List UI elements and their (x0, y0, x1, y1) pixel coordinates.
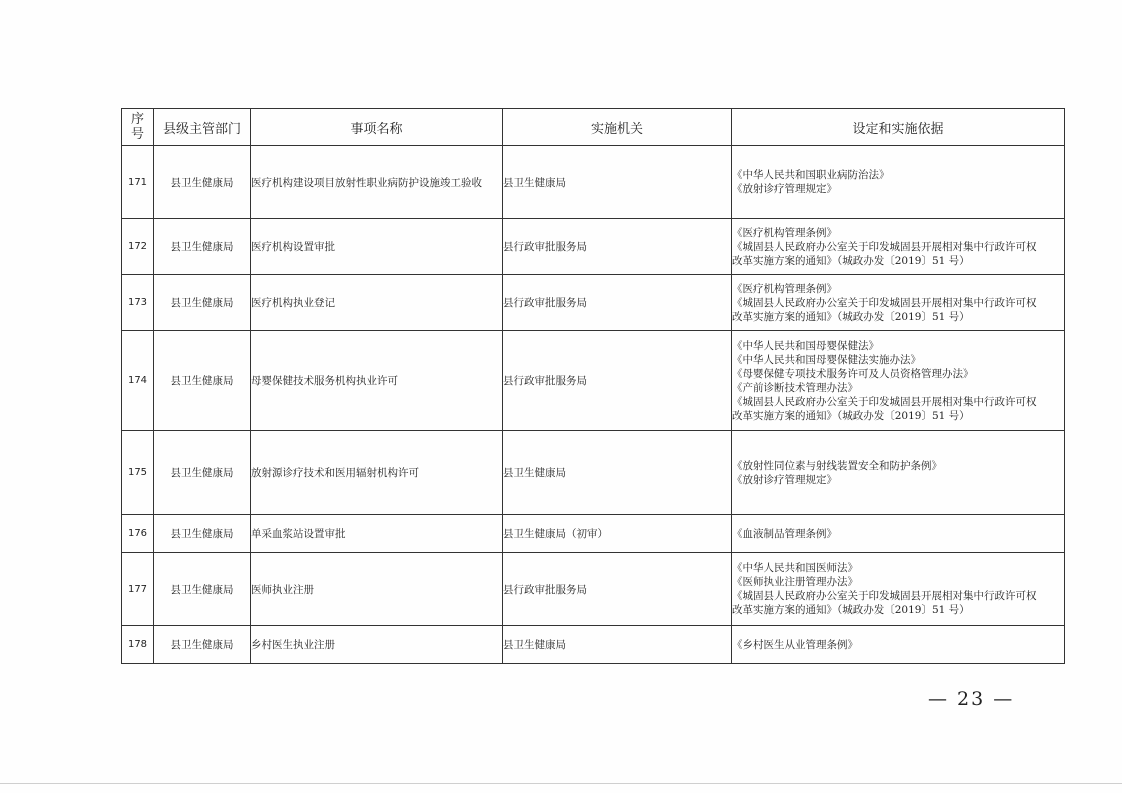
cell-dept: 县卫生健康局 (154, 431, 251, 515)
cell-seq: 176 (122, 515, 154, 553)
header-org: 实施机关 (503, 109, 732, 146)
cell-org: 县卫生健康局 (503, 146, 732, 219)
cell-seq: 178 (122, 626, 154, 664)
cell-seq: 173 (122, 275, 154, 331)
cell-basis (732, 275, 1065, 331)
header-seq-line-1: 序 (130, 112, 144, 127)
cell-seq: 174 (122, 331, 154, 431)
bottom-scan-line (0, 783, 1122, 784)
cell-item-name: 医疗机构设置审批 (251, 219, 503, 275)
table-body (122, 146, 1065, 664)
table-row (122, 275, 1065, 331)
table-row (122, 331, 1065, 431)
cell-seq: 175 (122, 431, 154, 515)
cell-dept: 县卫生健康局 (154, 146, 251, 219)
basis-line: 《城固县人民政府办公室关于印发城固县开展相对集中行政许可权 (732, 240, 1037, 253)
header-dept: 县级主管部门 (154, 109, 251, 146)
header-basis: 设定和实施依据 (732, 109, 1065, 146)
table-row (122, 626, 1065, 664)
basis-line: 《医疗机构管理条例》 (732, 226, 837, 239)
basis-line: 改革实施方案的通知》（城政办发〔2019〕51 号） (732, 310, 970, 323)
cell-org: 县行政审批服务局 (503, 219, 732, 275)
cell-basis (732, 146, 1065, 219)
cell-seq: 177 (122, 553, 154, 626)
table-row (122, 431, 1065, 515)
cell-basis (732, 515, 1065, 553)
header-seq (122, 109, 154, 146)
basis-line: 《城固县人民政府办公室关于印发城固县开展相对集中行政许可权 (732, 395, 1037, 408)
cell-dept: 县卫生健康局 (154, 219, 251, 275)
cell-org: 县行政审批服务局 (503, 553, 732, 626)
cell-org: 县卫生健康局 (503, 626, 732, 664)
cell-basis (732, 431, 1065, 515)
cell-item-name: 单采血浆站设置审批 (251, 515, 503, 553)
basis-line: 改革实施方案的通知》（城政办发〔2019〕51 号） (732, 254, 970, 267)
table-row (122, 219, 1065, 275)
basis-line: 《放射诊疗管理规定》 (732, 183, 837, 195)
basis-line: 《中华人民共和国职业病防治法》 (732, 169, 890, 181)
table-header-row (122, 109, 1065, 146)
cell-basis (732, 331, 1065, 431)
basis-line: 《中华人民共和国医师法》 (732, 562, 858, 574)
cell-org: 县行政审批服务局 (503, 331, 732, 431)
cell-dept: 县卫生健康局 (154, 515, 251, 553)
cell-seq: 171 (122, 146, 154, 219)
cell-seq: 172 (122, 219, 154, 275)
cell-item-name: 乡村医生执业注册 (251, 626, 503, 664)
cell-basis (732, 219, 1065, 275)
approval-items-table (121, 108, 1065, 664)
cell-org: 县卫生健康局（初审） (503, 515, 732, 553)
cell-dept: 县卫生健康局 (154, 275, 251, 331)
cell-item-name: 医疗机构建设项目放射性职业病防护设施竣工验收 (251, 146, 503, 219)
cell-org: 县卫生健康局 (503, 431, 732, 515)
table-row (122, 515, 1065, 553)
table-row (122, 146, 1065, 219)
cell-dept: 县卫生健康局 (154, 626, 251, 664)
basis-line: 改革实施方案的通知》（城政办发〔2019〕51 号） (732, 604, 970, 616)
cell-basis (732, 626, 1065, 664)
cell-org: 县行政审批服务局 (503, 275, 732, 331)
cell-item-name: 医疗机构执业登记 (251, 275, 503, 331)
cell-item-name: 放射源诊疗技术和医用辐射机构许可 (251, 431, 503, 515)
basis-line: 改革实施方案的通知》（城政办发〔2019〕51 号） (732, 409, 970, 422)
basis-line: 《放射性同位素与射线装置安全和防护条例》 (732, 459, 942, 472)
basis-line: 《城固县人民政府办公室关于印发城固县开展相对集中行政许可权 (732, 296, 1037, 309)
cell-dept: 县卫生健康局 (154, 331, 251, 431)
basis-line: 《放射诊疗管理规定》 (732, 473, 837, 486)
basis-line: 《中华人民共和国母婴保健法》 (732, 339, 879, 352)
header-seq-line-2: 号 (130, 127, 144, 142)
basis-line: 《血液制品管理条例》 (732, 527, 837, 540)
cell-basis (732, 553, 1065, 626)
cell-item-name: 母婴保健技术服务机构执业许可 (251, 331, 503, 431)
basis-line: 《中华人民共和国母婴保健法实施办法》 (732, 353, 921, 366)
basis-line: 《医疗机构管理条例》 (732, 282, 837, 295)
cell-item-name: 医师执业注册 (251, 553, 503, 626)
table-row (122, 553, 1065, 626)
basis-line: 《产前诊断技术管理办法》 (732, 381, 858, 394)
basis-line: 《城固县人民政府办公室关于印发城固县开展相对集中行政许可权 (732, 590, 1037, 602)
basis-line: 《乡村医生从业管理条例》 (732, 638, 858, 651)
cell-dept: 县卫生健康局 (154, 553, 251, 626)
basis-line: 《医师执业注册管理办法》 (732, 576, 858, 588)
basis-line: 《母婴保健专项技术服务许可及人员资格管理办法》 (732, 367, 974, 380)
page-number: — 23 — (928, 688, 1015, 710)
header-name: 事项名称 (251, 109, 503, 146)
